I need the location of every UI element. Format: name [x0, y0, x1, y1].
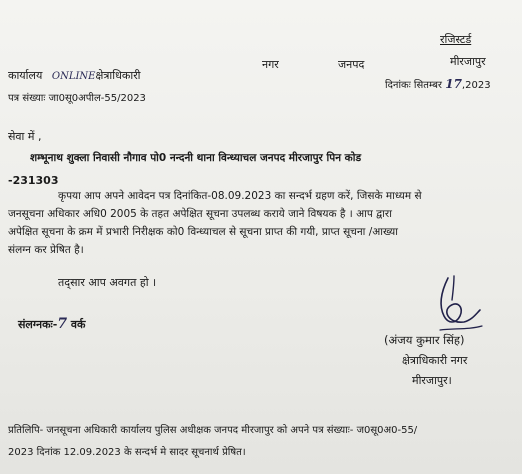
body-line-4: संलग्न कर प्रेषित है। [8, 244, 84, 256]
office-prefix: कार्यालय [8, 69, 43, 82]
letter-date [385, 77, 491, 91]
copy-line-2: 2023 दिनांक 12.09.2023 के सन्दर्भ मे सादर सूचनार्थ प्रेषित। [8, 447, 246, 458]
signature [420, 270, 490, 340]
signatory-designation: क्षेत्राधिकारी नगर [402, 354, 468, 367]
enclosure-count: 7 [57, 316, 68, 332]
enclosure-unit: वर्क [70, 318, 86, 331]
district-label: जनपद [338, 58, 365, 71]
date-prefix: दिनांकः सितम्बर [385, 80, 443, 91]
registered-label: रजिस्टर्ड [440, 33, 472, 46]
recipient-address: शम्भूनाथ शुक्ला निवासी नौगाव पो0 नन्दनी थाना विन्ध्याचल जनपद मीरजापुर पिन कोड [30, 152, 362, 164]
signatory-name: (अंजय कुमार सिंह) [384, 333, 465, 347]
city-label: नगर [262, 58, 279, 71]
letter-number: पत्र संख्याः जा0सू0अपील-55/2023 [8, 93, 146, 104]
signatory-place: मीरजापुर। [412, 374, 452, 387]
office-title: क्षेत्राधिकारी [95, 69, 141, 82]
closing-line: तद्सार आप अवगत हो । [58, 276, 157, 289]
enclosure-line [18, 316, 86, 333]
recipient-pin: -231303 [8, 174, 59, 187]
body-line-3: अपेक्षित सूचना के क्रम में प्रभारी निरीक्षक को0 विन्ध्याचल से सूचना प्राप्त की गयी, प्राप्त सूचना /आख्या [8, 226, 398, 238]
salutation: सेवा में , [8, 130, 42, 143]
body-line-1: कृपया आप अपने आवेदन पत्र दिनांकित-08.09.2023 का सन्दर्भ ग्रहण करें, जिसके माध्यम से [58, 190, 422, 202]
copy-line-1: प्रतिलिपि- जनसूचना अधिकारी कार्यालय पुलिस अधीक्षक जनपद मीरजापुर को अपने पत्र संख्याः- ज0सू0अ0-55/ [8, 425, 418, 436]
office-handwritten: ONLINE [51, 71, 96, 82]
district-name: मीरजापुर [450, 55, 486, 68]
body-line-2: जनसूचना अधिकार अधि0 2005 के तहत अपेक्षित सूचना उपलब्ध कराये जाने विषयक है । आप द्वारा [8, 208, 392, 220]
date-day: 17 [445, 77, 462, 91]
date-year: ,2023 [461, 80, 491, 91]
enclosure-label: संलग्नकः- [18, 318, 58, 331]
office-line [8, 68, 141, 83]
